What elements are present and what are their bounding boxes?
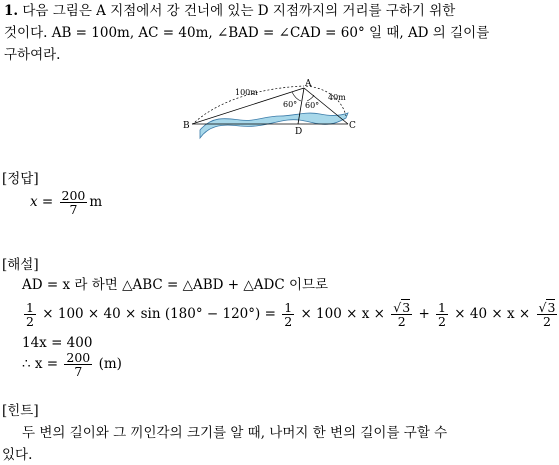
hint-line-2: 있다.: [2, 447, 33, 463]
answer-fraction: [60, 189, 88, 216]
solution-fraction: $\frac{200}{7}$: [66, 350, 91, 379]
half-fraction: $\frac{1}{2}$: [26, 300, 34, 329]
label-a: A: [305, 79, 312, 89]
label-c: C: [349, 121, 356, 131]
hint-line-1: 두 변의 길이와 그 끼인각의 크기를 알 때, 나머지 한 변의 길이를 구할 수: [22, 425, 448, 441]
solution-line-4-prefix: ∴ x =: [22, 356, 59, 372]
label-b: B: [183, 121, 190, 131]
solution-line-2-plus: +: [418, 306, 430, 322]
problem-text-3: 구하여라.: [4, 47, 61, 63]
river: [200, 113, 348, 138]
problem-line-1: [4, 2, 455, 20]
sqrt3-over-2: $\frac{√3}{2}$: [393, 300, 411, 329]
problem-text-2: 것이다. AB = 100m, AC = 40m, ∠BAD = ∠CAD = 60° 일 때, AD 의 길이를: [4, 25, 490, 41]
answer-header: [정답]: [2, 171, 39, 187]
hint-header: [힌트]: [2, 403, 39, 419]
label-angle-cad: 60°: [305, 101, 320, 110]
solution-line-3: 14x = 400: [22, 335, 93, 351]
answer-var: x: [30, 194, 38, 210]
answer-numerator: 200: [61, 188, 86, 203]
half-fraction: $\frac{1}{2}$: [284, 300, 293, 329]
solution-line-4: [22, 348, 122, 380]
problem-text-1: 다음 그림은 A 지점에서 강 건너에 있는 D 지점까지의 거리를 구하기 위한: [22, 3, 456, 19]
sqrt3-over-2: $\frac{√3}{2}$: [538, 300, 556, 329]
problem-number: 1.: [4, 3, 19, 19]
solution-line-4-unit: (m): [98, 356, 122, 372]
solution-line-2-mid: × 100 × x ×: [300, 306, 385, 322]
solution-line-1: AD = x 라 하면 △ABC = △ABD + △ADC 이므로: [22, 277, 329, 293]
solution-line-2: [22, 298, 559, 330]
river-diagram: [180, 78, 360, 148]
label-angle-bad: 60°: [283, 100, 298, 109]
answer-eq: =: [41, 194, 54, 210]
half-fraction: $\frac{1}{2}$: [438, 300, 446, 329]
answer-denominator: 7: [69, 202, 78, 217]
label-d: D: [295, 127, 303, 137]
solution-line-2-end: × 40 × x ×: [454, 306, 531, 322]
answer-unit: m: [89, 194, 103, 210]
answer-line: [30, 187, 102, 217]
label-ab-length: 100m: [235, 88, 258, 97]
solution-header: [해설]: [2, 257, 39, 273]
label-ac-length: 40m: [328, 93, 346, 102]
solution-line-2-prefix: × 100 × 40 × sin (180° − 120°) =: [42, 306, 276, 322]
